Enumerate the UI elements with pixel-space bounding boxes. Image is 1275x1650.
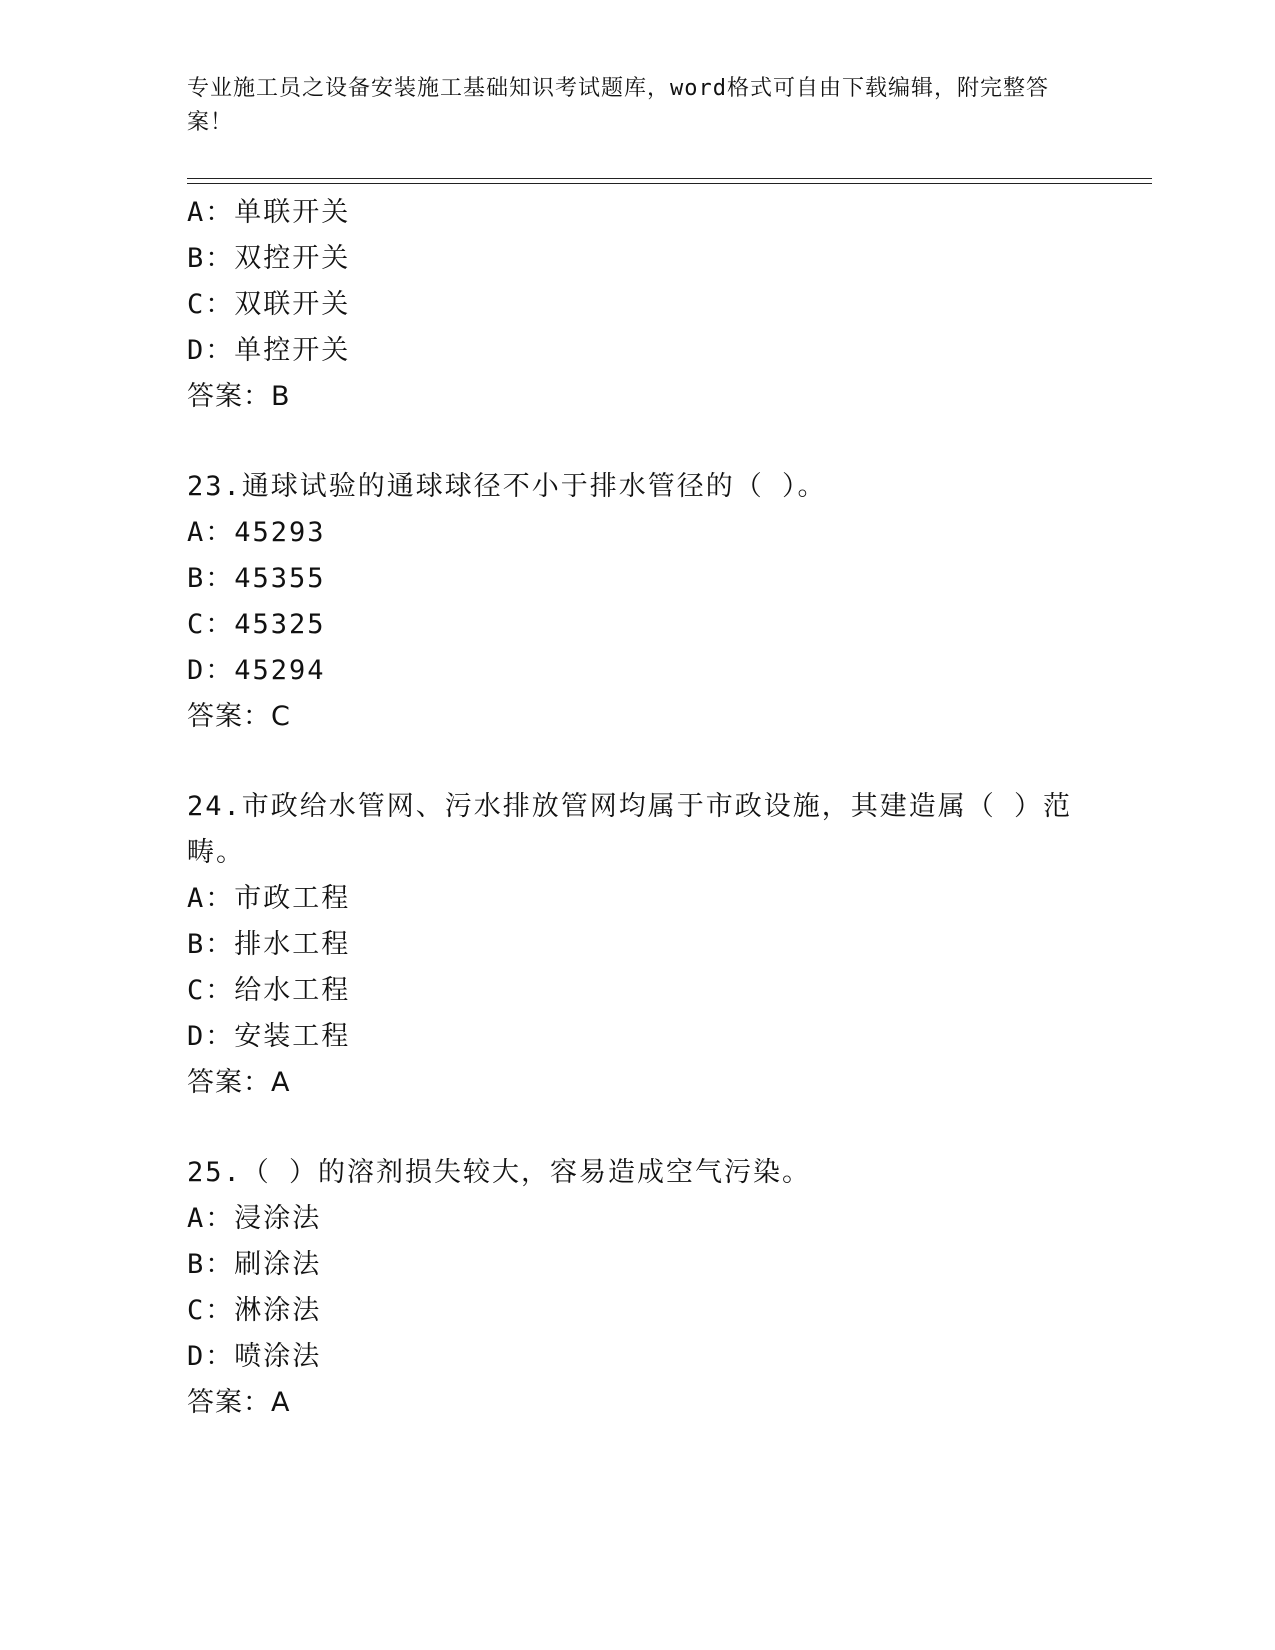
answer: 答案：A [187, 1067, 291, 1098]
document-header: 专业施工员之设备安装施工基础知识考试题库，word格式可自由下载编辑，附完整答案！ [187, 76, 1049, 135]
option-b: B：排水工程 [187, 929, 351, 960]
option-a: A：45293 [187, 517, 326, 548]
question-text: 24.市政给水管网、污水排放管网均属于市政设施，其建造属（ ）范畴。 [187, 791, 1073, 868]
option-a: A：市政工程 [187, 883, 351, 914]
question-list [187, 190, 1087, 1426]
question-23 [187, 464, 1087, 740]
question-text: 23.通球试验的通球球径不小于排水管径的（ ）。 [187, 471, 827, 502]
option-c: C：45325 [187, 609, 326, 640]
option-a: A：浸涂法 [187, 1203, 322, 1234]
option-d: D：安装工程 [187, 1021, 351, 1052]
option-b: B：双控开关 [187, 243, 351, 274]
answer: 答案：C [187, 701, 291, 732]
option-c: C：双联开关 [187, 289, 351, 320]
option-d: D：喷涂法 [187, 1341, 322, 1372]
option-d: D：单控开关 [187, 335, 351, 366]
question-24 [187, 784, 1087, 1106]
option-b: B：刷涂法 [187, 1249, 322, 1280]
option-c: C：给水工程 [187, 975, 351, 1006]
option-c: C：淋涂法 [187, 1295, 322, 1326]
answer: 答案：A [187, 1387, 291, 1418]
question-text: 25.（ ）的溶剂损失较大，容易造成空气污染。 [187, 1157, 812, 1188]
answer: 答案：B [187, 381, 291, 412]
header-divider [187, 178, 1152, 179]
header-divider-second [187, 183, 1152, 184]
question-22-continued [187, 190, 1087, 420]
question-25 [187, 1150, 1087, 1426]
option-a: A：单联开关 [187, 197, 351, 228]
option-b: B：45355 [187, 563, 326, 594]
option-d: D：45294 [187, 655, 326, 686]
